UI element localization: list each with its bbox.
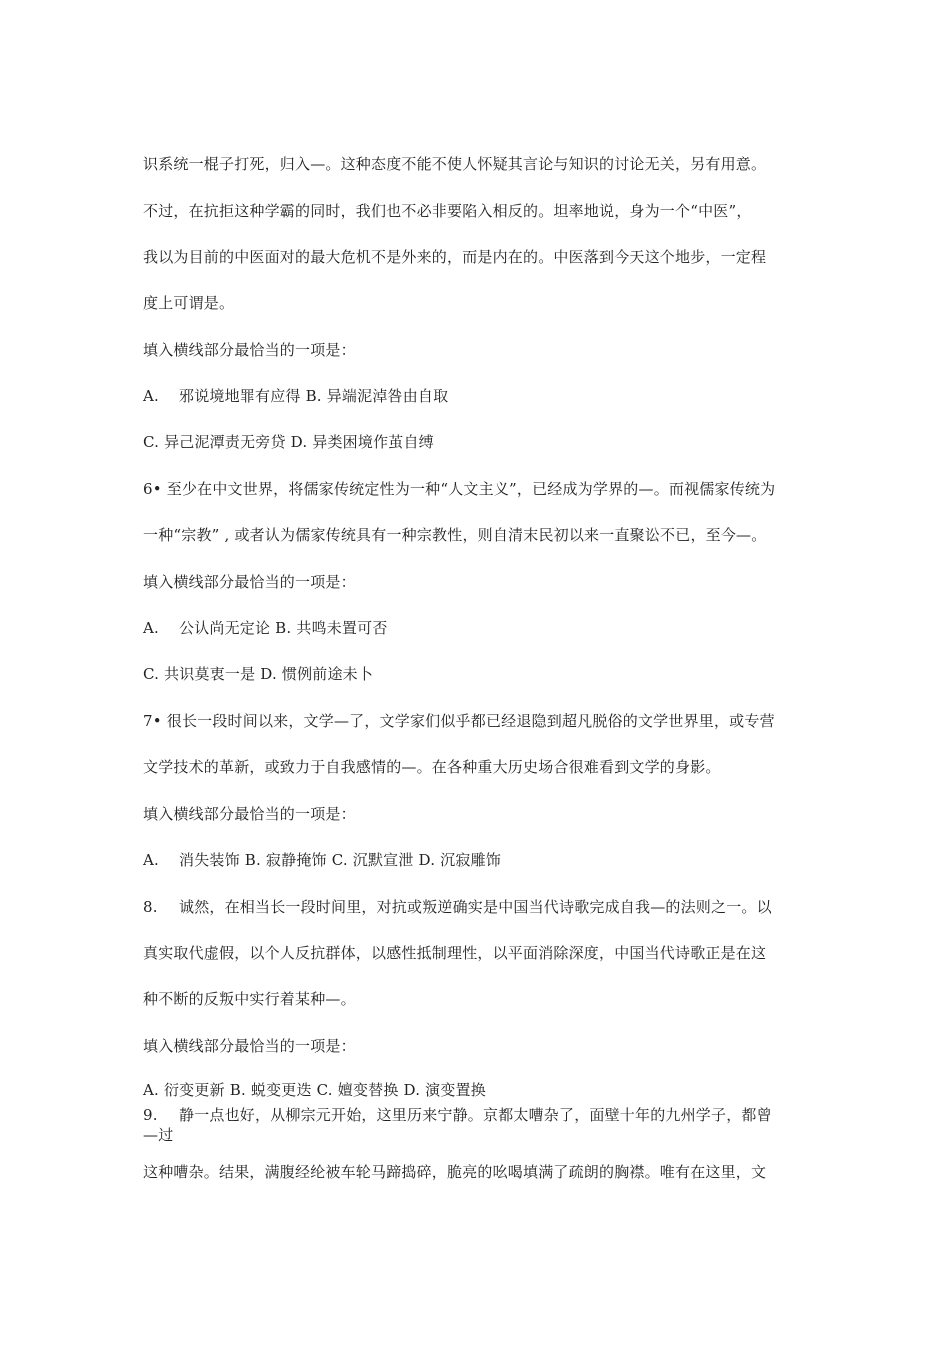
answer-options	[143, 386, 448, 406]
question-text: 真实取代虚假，以个人反抗群体，以感性抵制理性，以平面消除深度，中国当代诗歌正是在这	[143, 944, 767, 962]
question-number: 9.	[143, 1106, 158, 1124]
question-text: 7• 很长一段时间以来，文学—了，文学家们似乎都已经退隐到超凡脱俗的文学世界里，或专营	[143, 712, 775, 730]
question-body: 诚然，在相当长一段时间里，对抗或叛逆确实是中国当代诗歌完成自我—的法则之一。以	[179, 898, 772, 916]
question-text: —过	[143, 1126, 174, 1144]
question-number: 8.	[143, 898, 158, 916]
answer-options	[143, 618, 388, 638]
question-text: 这种嘈杂。结果，满腹经纶被车轮马蹄捣碎，脆亮的吆喝填满了疏朗的胸襟。唯有在这里，文	[143, 1163, 767, 1181]
question-text: 种不断的反叛中实行着某种—。	[143, 990, 356, 1008]
answer-options: C. 异己泥潭责无旁贷 D. 异类困境作茧自缚	[143, 433, 434, 451]
question-body: 静一点也好，从柳宗元开始，这里历来宁静。京都太嘈杂了，面壁十年的九州学子，都曾	[179, 1106, 772, 1124]
option-text: 消失装饰 B. 寂静掩饰 C. 沉默宣泄 D. 沉寂雕饰	[179, 851, 501, 869]
option-text: 公认尚无定论 B. 共鸣未置可否	[179, 619, 388, 637]
option-text: 邪说境地罪有应得 B. 异端泥淖咎由自取	[179, 387, 449, 405]
answer-options: A. 衍变更新 B. 蜕变更迭 C. 嬗变替换 D. 演变置换	[143, 1081, 486, 1099]
question-text: 6• 至少在中文世界，将儒家传统定性为一种“人文主义”，已经成为学界的—。而视儒家传统为	[143, 480, 776, 498]
text-line: 度上可谓是。	[143, 294, 235, 312]
question-text	[143, 897, 772, 917]
option-label: A.	[143, 387, 160, 405]
answer-options	[143, 850, 501, 870]
question-text: 文学技术的革新，或致力于自我感情的—。在各种重大历史场合很难看到文学的身影。	[143, 758, 721, 776]
question-prompt: 填入横线部分最恰当的一项是：	[143, 1037, 356, 1055]
text-line: 不过，在抗拒这种学霸的同时，我们也不必非要陷入相反的。坦率地说，身为一个“中医”，	[143, 202, 752, 220]
option-label: A.	[143, 851, 160, 869]
option-label: A.	[143, 619, 160, 637]
question-text: 一种“宗教” , 或者认为儒家传统具有一种宗教性，则自清末民初以来一直聚讼不已，至今—。	[143, 526, 767, 544]
question-prompt: 填入横线部分最恰当的一项是：	[143, 573, 356, 591]
text-line: 我以为目前的中医面对的最大危机不是外来的，而是内在的。中医落到今天这个地步，一定程	[143, 248, 767, 266]
question-prompt: 填入横线部分最恰当的一项是：	[143, 805, 356, 823]
question-text	[143, 1105, 772, 1125]
answer-options: C. 共识莫衷一是 D. 惯例前途未卜	[143, 665, 374, 683]
text-line: 识系统一棍子打死，归入—。这种态度不能不使人怀疑其言论与知识的讨论无关，另有用意。	[143, 155, 767, 173]
question-prompt: 填入横线部分最恰当的一项是：	[143, 341, 356, 359]
